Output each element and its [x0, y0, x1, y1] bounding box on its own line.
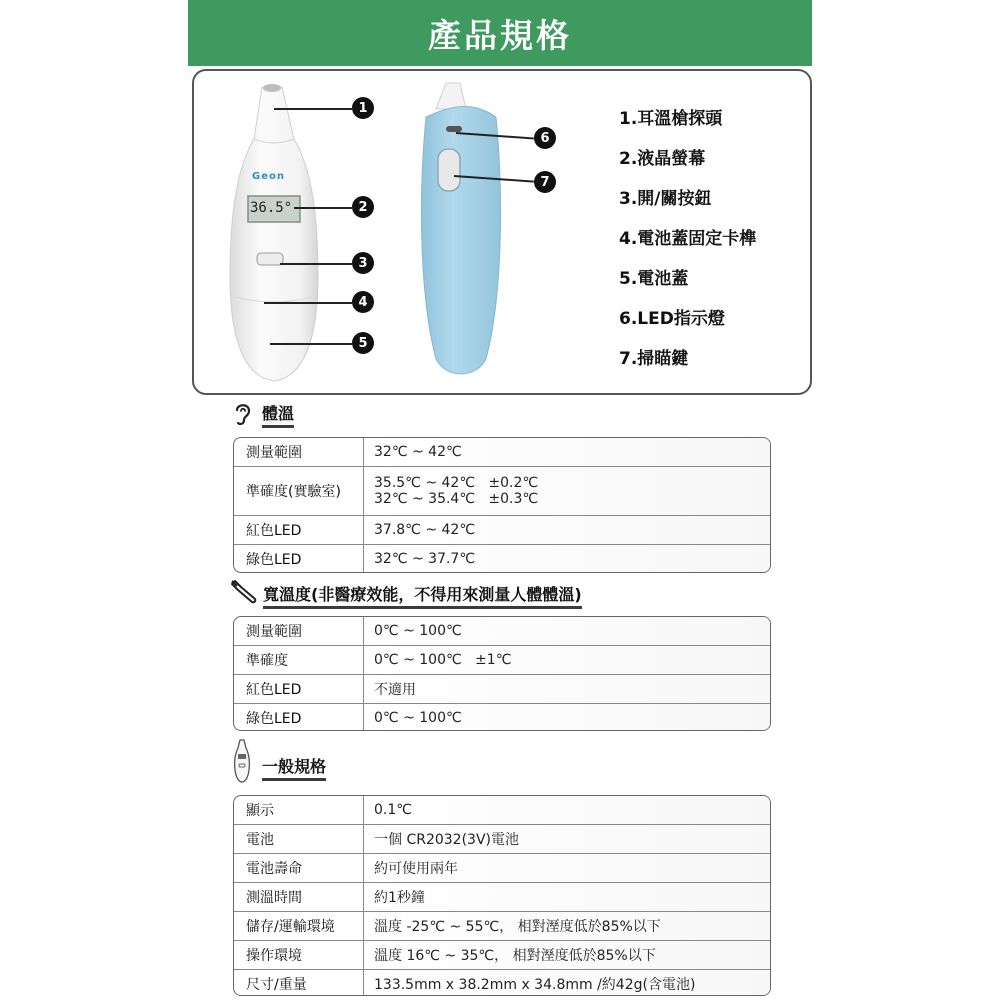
table-row [234, 854, 770, 883]
row-value: 0℃ ~ 100℃ [364, 704, 770, 731]
callout-7: 7 [534, 171, 556, 193]
callout-3: 3 [352, 252, 374, 274]
row-value: 0℃ ~ 100℃ ±1℃ [364, 646, 770, 674]
row-label: 準確度 [234, 646, 364, 674]
row-value: 0.1℃ [364, 796, 770, 824]
row-label: 尺寸/重量 [234, 970, 364, 996]
leader-line-4 [264, 302, 352, 304]
row-label: 顯示 [234, 796, 364, 824]
row-value: 32℃ ~ 42℃ [364, 438, 770, 466]
general-spec-table [233, 795, 771, 996]
row-label: 綠色LED [234, 704, 364, 731]
row-value: 約可使用兩年 [364, 854, 770, 882]
lcd-reading: 36.5° [250, 200, 293, 216]
row-label: 準確度(實驗室) [234, 467, 364, 515]
row-value: 0℃ ~ 100℃ [364, 617, 770, 645]
leader-line-1 [274, 108, 352, 110]
ear-icon [232, 401, 254, 427]
table-row [234, 438, 770, 467]
brand-label: Geon [252, 171, 285, 182]
part-item: 7.掃瞄鍵 [619, 349, 689, 369]
row-label: 電池 [234, 825, 364, 853]
wide-temp-table [233, 616, 771, 731]
table-row [234, 675, 770, 704]
callout-1: 1 [352, 97, 374, 119]
part-item: 6.LED指示燈 [619, 309, 725, 329]
table-row [234, 912, 770, 941]
table-row [234, 617, 770, 646]
leader-line-2 [294, 207, 352, 209]
part-item: 1.耳溫槍探頭 [619, 109, 723, 129]
part-item: 2.液晶螢幕 [619, 149, 706, 169]
row-label: 儲存/運輸環境 [234, 912, 364, 940]
row-label: 測量範圍 [234, 617, 364, 645]
row-value: 不適用 [364, 675, 770, 703]
callout-5: 5 [352, 332, 374, 354]
table-row [234, 516, 770, 545]
body-temp-table [233, 437, 771, 573]
row-value: 溫度 -25℃ ~ 55℃， 相對溼度低於85%以下 [364, 912, 770, 940]
parts-list [619, 99, 756, 379]
table-row [234, 467, 770, 516]
leader-line-3 [280, 263, 352, 265]
row-value: 35.5℃ ~ 42℃ ±0.2℃ 32℃ ~ 35.4℃ ±0.3℃ [364, 467, 770, 515]
product-diagram-box [192, 69, 812, 395]
row-value: 32℃ ~ 37.7℃ [364, 545, 770, 573]
part-item: 5.電池蓋 [619, 269, 689, 289]
banner-title: 產品規格 [428, 15, 572, 55]
row-value: 133.5mm x 38.2mm x 34.8mm /約42g(含電池) [364, 970, 770, 996]
table-row [234, 545, 770, 573]
thermometer-icon [232, 738, 252, 784]
row-label: 紅色LED [234, 516, 364, 544]
row-label: 綠色LED [234, 545, 364, 573]
table-row [234, 796, 770, 825]
table-row [234, 883, 770, 912]
callout-4: 4 [352, 291, 374, 313]
row-value: 溫度 16℃ ~ 35℃， 相對溼度低於85%以下 [364, 941, 770, 969]
table-row [234, 646, 770, 675]
page-banner [188, 0, 812, 66]
section-title-body-temp: 體溫 [262, 401, 294, 428]
row-value: 約1秒鐘 [364, 883, 770, 911]
callout-6: 6 [534, 127, 556, 149]
table-row [234, 704, 770, 731]
table-row [234, 941, 770, 970]
part-item: 4.電池蓋固定卡榫 [619, 229, 757, 249]
bottle-icon [229, 577, 259, 605]
row-label: 紅色LED [234, 675, 364, 703]
thermometer-back-image [416, 79, 506, 383]
row-value: 一個 CR2032(3V)電池 [364, 825, 770, 853]
table-row [234, 970, 770, 996]
callout-2: 2 [352, 196, 374, 218]
row-label: 測溫時間 [234, 883, 364, 911]
section-title-wide-temp: 寬溫度(非醫療效能，不得用來測量人體體溫) [263, 582, 582, 609]
row-label: 電池壽命 [234, 854, 364, 882]
leader-line-5 [270, 343, 352, 345]
table-row [234, 825, 770, 854]
section-title-general: 一般規格 [262, 754, 326, 781]
part-item: 3.開/關按鈕 [619, 189, 712, 209]
row-label: 測量範圍 [234, 438, 364, 466]
row-value: 37.8℃ ~ 42℃ [364, 516, 770, 544]
row-label: 操作環境 [234, 941, 364, 969]
